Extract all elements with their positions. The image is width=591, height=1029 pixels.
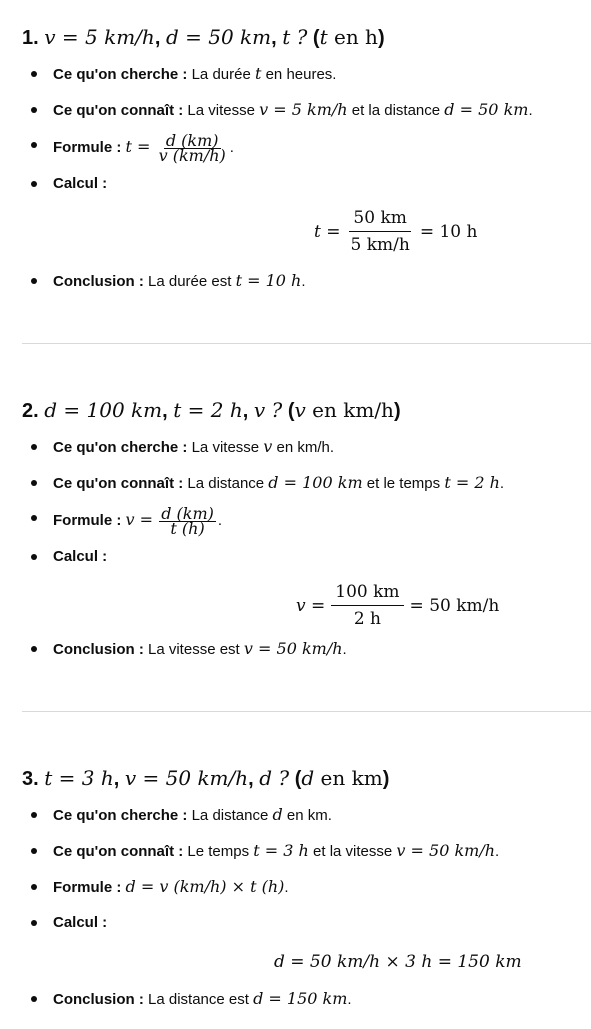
list-item-formule: Formule : t = $\frac{d (km)}{v (km/h)}$ . bbox=[22, 134, 234, 162]
section-2-list-3 bbox=[22, 503, 223, 538]
section-2-list-4 bbox=[22, 546, 107, 568]
formula-fraction: $\frac{d (km)}{t (h)}$ bbox=[161, 503, 214, 538]
section-heading: 1. v = 5 km/h, d = 50 km, t ? (t en h) bbox=[22, 25, 385, 49]
section-2 bbox=[22, 396, 591, 425]
list-item-conclusion: Conclusion : La distance est d = 150 km. bbox=[22, 988, 352, 1011]
section-1 bbox=[22, 23, 591, 52]
display-equation: v = $\frac{100 km}{2 h}$ = 50 km/h bbox=[296, 582, 500, 629]
list-item-connait: Ce qu'on connaît : La distance d = 100 km et le temps t = 2 h. bbox=[22, 472, 504, 495]
section-3-list-4 bbox=[22, 912, 107, 934]
section-2-list bbox=[22, 436, 334, 459]
list-item-cherche: Ce qu'on cherche : La vitesse v en km/h. bbox=[22, 436, 334, 459]
list-item-calcul: Calcul : bbox=[22, 173, 107, 195]
section-3-list bbox=[22, 804, 332, 827]
section-heading: 2. d = 100 km, t = 2 h, v ? (v en km/h) bbox=[22, 398, 401, 422]
list-item-cherche: Ce qu'on cherche : La distance d en km. bbox=[22, 804, 332, 827]
formula-fraction: $\frac{d (km)}{v (km/h)}$ bbox=[158, 130, 226, 165]
list-item-conclusion: Conclusion : La durée est t = 10 h. bbox=[22, 270, 306, 293]
list-item-calcul: Calcul : bbox=[22, 546, 107, 568]
section-divider bbox=[22, 343, 591, 344]
display-fraction: $\frac{50 km}{5 km/h}$ bbox=[350, 208, 410, 255]
section-1-list-5 bbox=[22, 270, 306, 293]
section-3-list-5 bbox=[22, 988, 352, 1011]
display-fraction: $\frac{100 km}{2 h}$ bbox=[331, 582, 403, 629]
list-item-formule: Formule : d = v (km/h) × t (h). bbox=[22, 876, 289, 899]
list-item-connait: Ce qu'on connaît : La vitesse v = 5 km/h et la distance d = 50 km. bbox=[22, 99, 533, 122]
section-2-list-5 bbox=[22, 638, 347, 661]
section-divider bbox=[22, 711, 591, 712]
section-3-list-3 bbox=[22, 876, 289, 899]
section-2-list-2 bbox=[22, 472, 504, 495]
display-equation: t = $\frac{50 km}{5 km/h}$ = 10 h bbox=[314, 208, 478, 255]
list-item-cherche: Ce qu'on cherche : La durée t en heures. bbox=[22, 63, 336, 86]
section-1-list bbox=[22, 63, 336, 86]
section-heading: 3. t = 3 h, v = 50 km/h, d ? (d en km) bbox=[22, 766, 390, 790]
list-item-conclusion: Conclusion : La vitesse est v = 50 km/h. bbox=[22, 638, 347, 661]
section-1-list-3 bbox=[22, 130, 234, 165]
section-3 bbox=[22, 764, 591, 793]
section-3-list-2 bbox=[22, 840, 499, 863]
list-item-formule: Formule : v = $\frac{d (km)}{t (h)}$ . bbox=[22, 507, 222, 535]
list-item-calcul: Calcul : bbox=[22, 912, 107, 934]
display-equation: d = 50 km/h × 3 h = 150 km bbox=[274, 952, 522, 972]
section-1-list-2 bbox=[22, 99, 533, 122]
section-1-list-4 bbox=[22, 173, 107, 195]
list-item-connait: Ce qu'on connaît : Le temps t = 3 h et la vitesse v = 50 km/h. bbox=[22, 840, 499, 863]
